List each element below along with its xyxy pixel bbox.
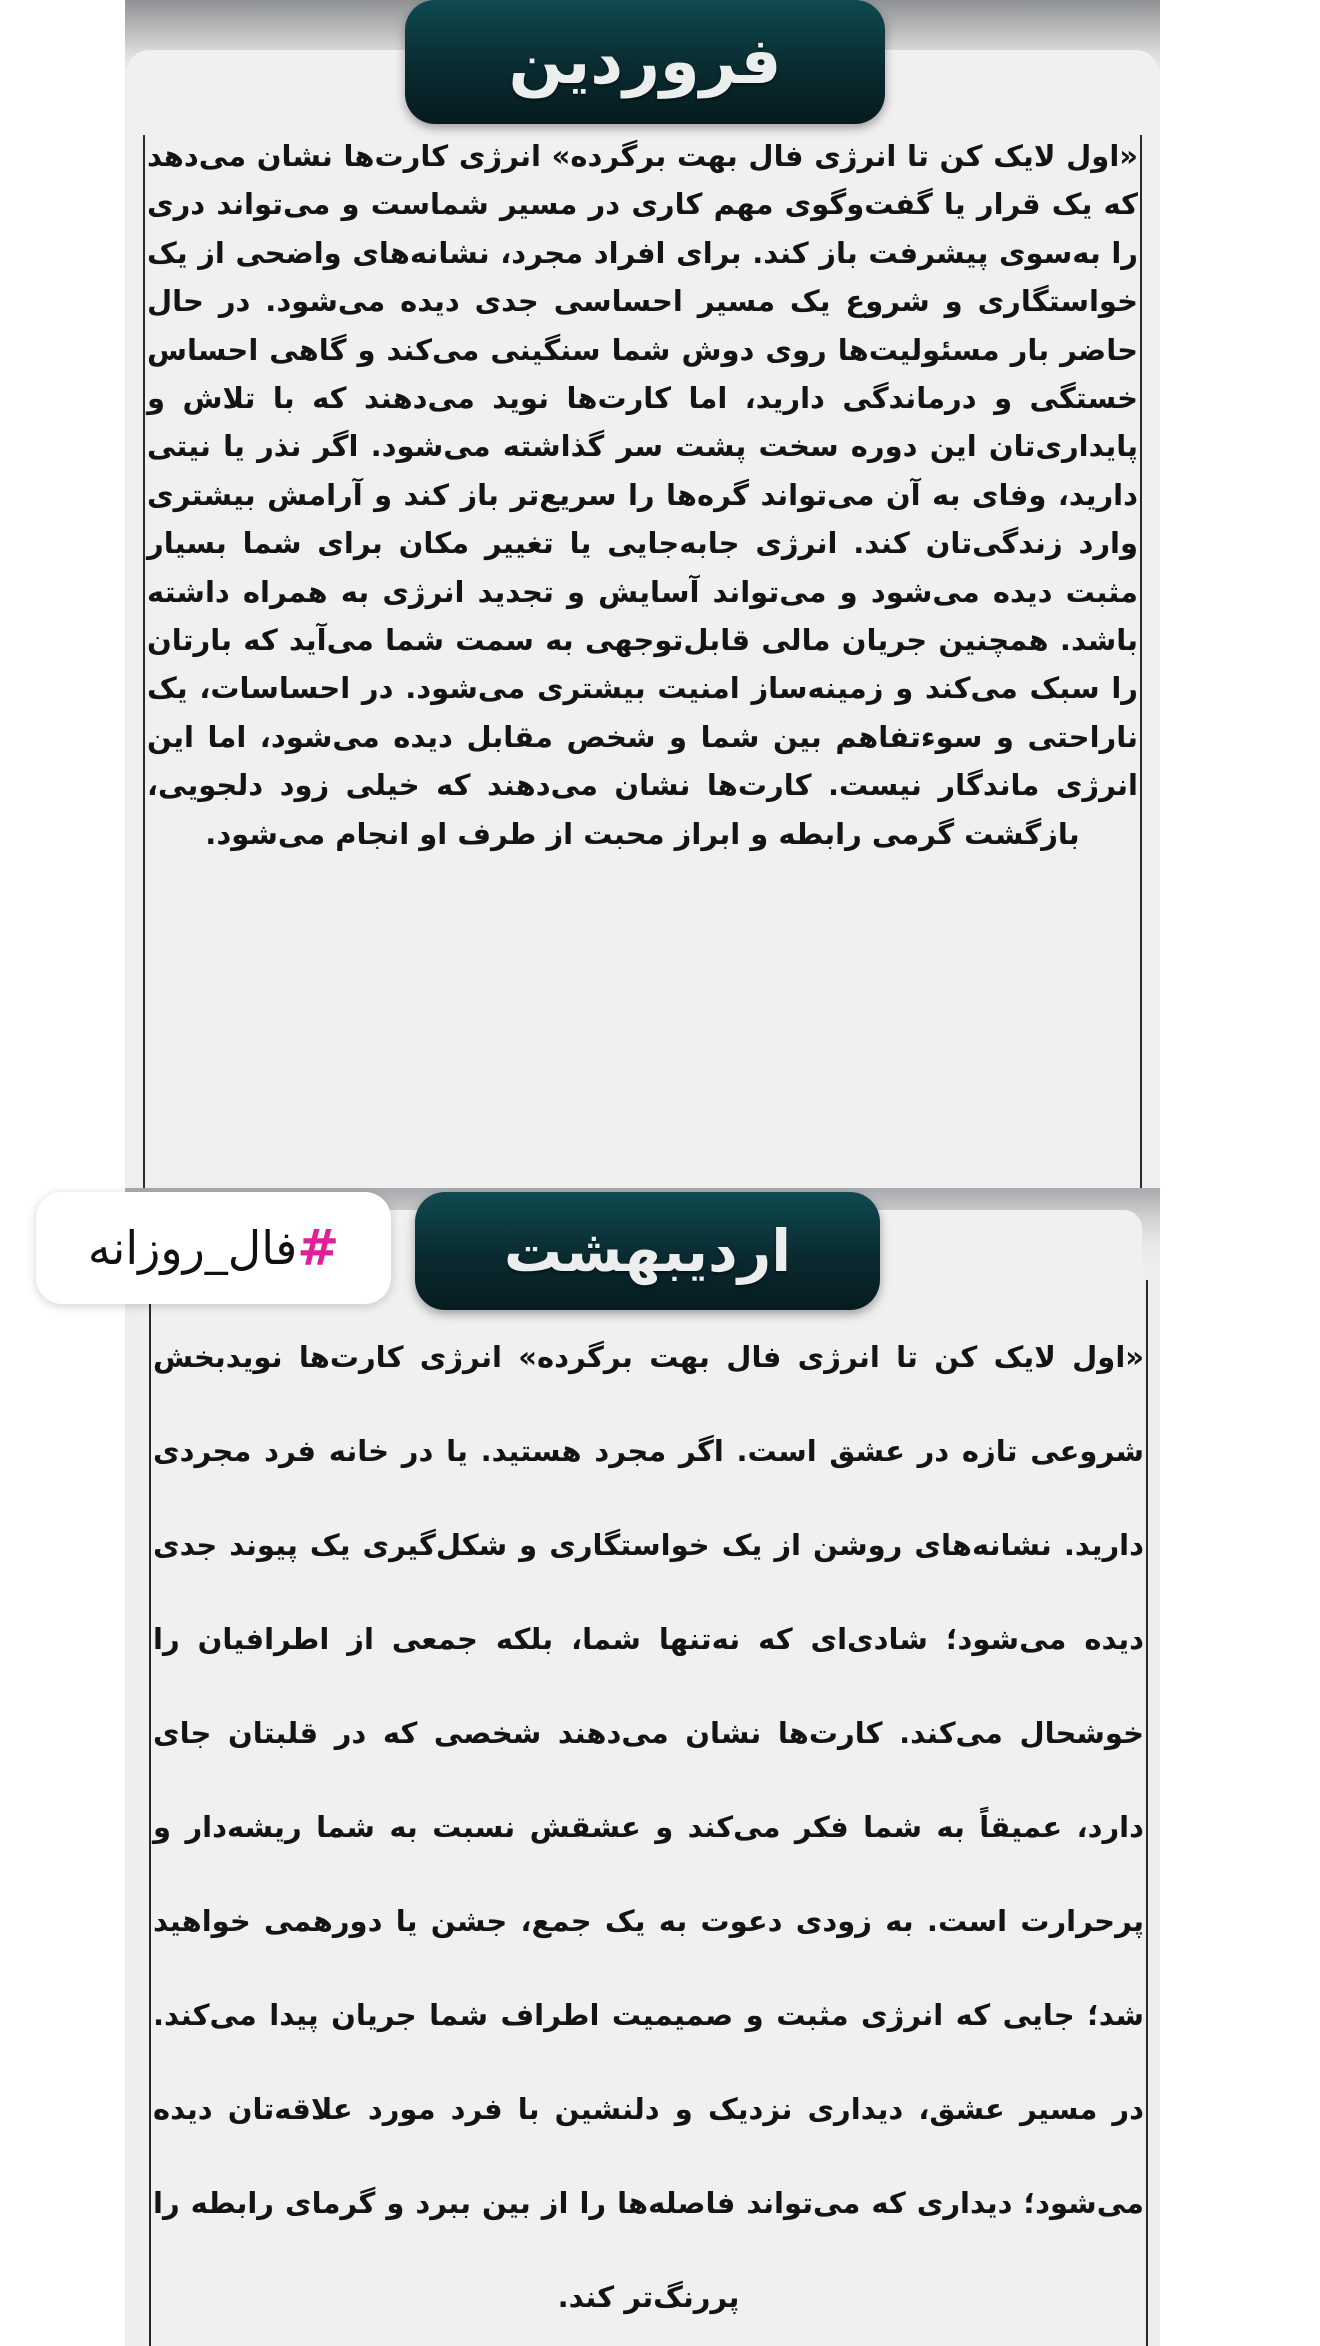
right-border-line (1146, 1280, 1148, 2346)
right-border-line (1140, 135, 1142, 1190)
hashtag-pill[interactable] (36, 1192, 391, 1304)
hashtag-symbol: # (297, 1219, 340, 1277)
farvardin-title: فروردین (508, 25, 782, 99)
left-border-line (143, 135, 145, 1190)
farvardin-section (125, 0, 1160, 1190)
hashtag-text: فال_روزانه (87, 1221, 298, 1275)
ordibehesht-title: اردیبهشت (503, 1217, 792, 1285)
left-border-line (149, 1280, 151, 2346)
farvardin-text: «اول لایک کن تا انرژی فال بهت برگرده» انرژی کارت‌ها نشان می‌دهد که یک قرار یا گفت‌وگوی مهم کاری در مسیر شماست و می‌تواند دری را به‌سوی پیشرفت باز کند. برای افراد مجرد، نشانه‌های واضحی از یک خواستگاری و شروع یک مسیر احساسی جدی دیده می‌شود. در حال حاضر بار مسئولیت‌ها روی دوش شما سنگینی می‌کند و گاهی احساس خستگی و درماندگی دارید، اما کارت‌ها نوید می‌دهند که با تلاش و پایداری‌تان این دوره سخت پشت سر گذاشته می‌شود. اگر نذر یا نیتی دارید، وفای به آن می‌تواند گره‌ها را سریع‌تر باز کند و آرامش بیشتری وارد زندگی‌تان کند. انرژی جابه‌جایی یا تغییر مکان برای شما بسیار مثبت دیده می‌شود و می‌تواند آسایش و تجدید انرژی به همراه داشته باشد. همچنین جریان مالی قابل‌توجهی به سمت شما می‌آید که بارتان را سبک می‌کند و زمینه‌ساز امنیت بیشتری می‌شود. در احساسات، یک ناراحتی و سوءتفاهم بین شما و شخص مقابل دیده می‌شود، اما این انرژی ماندگار نیست. کارت‌ها نشان می‌دهند که خیلی زود دلجویی، بازگشت گرمی رابطه و ابراز محبت از طرف او انجام می‌شود. (147, 139, 1138, 851)
ordibehesht-title-box (415, 1192, 880, 1310)
farvardin-title-box (405, 0, 885, 124)
ordibehesht-section (125, 1188, 1160, 2346)
ordibehesht-text: «اول لایک کن تا انرژی فال بهت برگرده» انرژی کارت‌ها نویدبخش شروعی تازه در عشق است. اگر مجرد هستید. یا در خانه فرد مجردی دارید. نشانه‌های روشن از یک خواستگاری و شکل‌گیری یک پیوند جدی دیده می‌شود؛ شادی‌ای که نه‌تنها شما، بلکه جمعی از اطرافیان را خوشحال می‌کند. کارت‌ها نشان می‌دهند شخصی که در قلبتان جای دارد، عمیقاً به شما فکر می‌کند و عشقش نسبت به شما ریشه‌دار و پرحرارت است. به زودی دعوت به یک جمع، جشن یا دورهمی خواهید شد؛ جایی که انرژی مثبت و صمیمیت اطراف شما جریان پیدا می‌کند. در مسیر عشق، دیداری نزدیک و دلنشین با فرد مورد علاقه‌تان دیده می‌شود؛ دیداری که می‌تواند فاصله‌ها را از بین ببرد و گرمای رابطه را پررنگ‌تر کند. (153, 1340, 1144, 2314)
